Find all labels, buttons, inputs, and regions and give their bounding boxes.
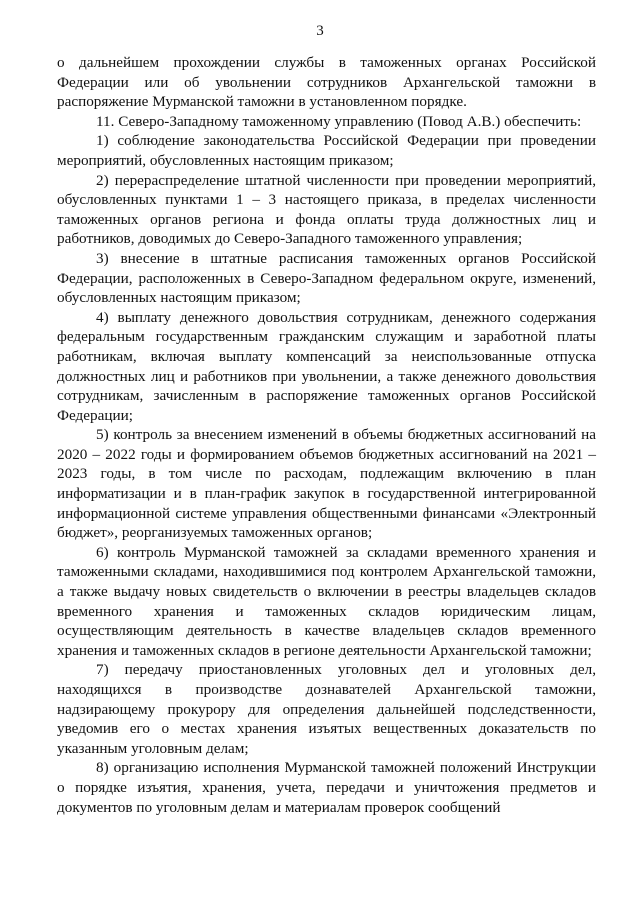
paragraph-item-11: 11. Северо-Западному таможенному управлению (Повод А.В.) обеспечить: xyxy=(96,112,582,130)
paragraph-subitem-1: 1) соблюдение законодательства Российской Федерации при проведении мероприятий, обусловленных настоящим приказом; xyxy=(57,132,596,169)
paragraph-subitem-3: 3) внесение в штатные расписания таможенных органов Российской Федерации, расположенных в Северо-Западном федеральном округе, изменений, обусловленных настоящим приказом; xyxy=(57,249,596,307)
paragraph-subitem-8: 8) организацию исполнения Мурманской таможней положений Инструкции о порядке изъятия, хранения, учета, передачи и уничтожения предметов и документов по уголовным делам и материалам проверок сообщений xyxy=(57,759,596,816)
paragraph-subitem-6: 6) контроль Мурманской таможней за складами временного хранения и таможенными складами, находившимися под контролем Архангельской таможни, а также выдачу новых свидетельств о включении в реестры владельцев складов временного хранения и таможенных складов юридическим лицам, осуществляющим деятельность в качестве владельцев складов временного хранения и таможенных складов в регионе деятельности Архангельской таможни; xyxy=(57,543,596,659)
paragraph-subitem-2: 2) перераспределение штатной численности при проведении мероприятий, обусловленных пунктами 1 – 3 настоящего приказа, в пределах численности таможенных органов региона и фонда оплаты труда должностных лиц и работников, доводимых до Северо-Западного таможенного управления; xyxy=(57,171,596,248)
paragraph-subitem-5: 5) контроль за внесением изменений в объемы бюджетных ассигнований на 2020 – 2022 годы и формированием объемов бюджетных ассигнований на 2021 – 2023 годы, в том числе по расходам, подлежащим включению в план информатизации и в план-график закупок в государственной интегрированной информационной системе управления общественными финансами «Электронный бюджет», реорганизуемых таможенных органов; xyxy=(57,426,596,542)
page-number: 3 xyxy=(316,23,324,39)
document-body xyxy=(57,53,596,817)
paragraph-subitem-4: 4) выплату денежного довольствия сотрудникам, денежного содержания федеральным государственным гражданским служащим и заработной платы работникам, включая выплату компенсаций за неиспользованные отпуска должностных лиц и работников при увольнении, а также денежного довольствия сотрудникам, зачисленным в распоряжение таможенных органов Российской Федерации; xyxy=(57,308,596,424)
paragraph-subitem-7: 7) передачу приостановленных уголовных дел и уголовных дел, находящихся в производстве дознавателей Архангельской таможни, надзирающему прокурору для определения дальнейшей подследственности, уведомив его о местах хранения изъятых вещественных доказательств по указанным уголовным делам; xyxy=(57,661,596,757)
paragraph-continuation: о дальнейшем прохождении службы в таможенных органах Российской Федерации или об увольнении сотрудников Архангельской таможни в распоряжение Мурманской таможни в установленном порядке. xyxy=(57,54,596,111)
